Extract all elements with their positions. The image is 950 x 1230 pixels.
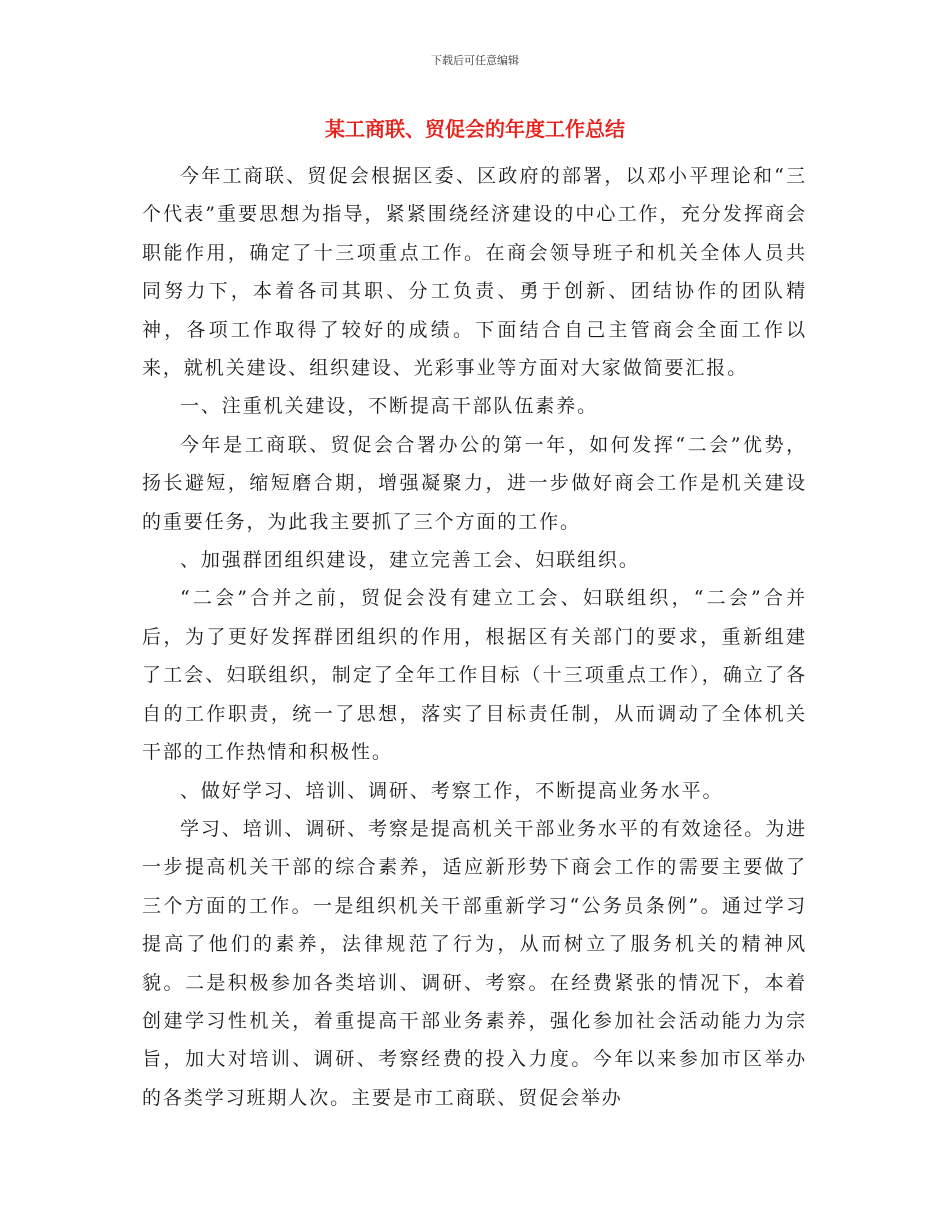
section-heading-1: 一、注重机关建设，不断提高干部队伍素养。 <box>180 395 599 418</box>
paragraph-intro: 今年工商联、贸促会根据区委、区政府的部署，以邓小平理论和“三个代表”重要思想为指导，紧紧围绕经济建设的中心工作，充分发挥商会职能作用，确定了十三项重点工作。在商会领导班子和机关全体人员共同努力下，本着各司其职、分工负责、勇于创新、团结协作的团队精神，各项工作取得了较好的成绩。下面结合自己主管商会全面工作以来，就机关建设、组织建设、光彩事业等方面对大家做简要汇报。 <box>142 165 807 380</box>
paragraph-group-organization: “二会”合并之前，贸促会没有建立工会、妇联组织，“二会”合并后，为了更好发挥群团组织的作用，根据区有关部门的要求，重新组建了工会、妇联组织，制定了全年工作目标（十三项重点工作），确立了各自的工作职责，统一了思想，落实了目标责任制，从而调动了全体机关干部的工作热情和积极性。 <box>142 587 807 764</box>
subheading-group-organization: 、加强群团组织建设，建立完善工会、妇联组织。 <box>180 549 640 572</box>
paragraph-training: 学习、培训、调研、考察是提高机关干部业务水平的有效途径。为进一步提高机关干部的综合素养，适应新形势下商会工作的需要主要做了三个方面的工作。一是组织机关干部重新学习“公务员条例”。通过学习提高了他们的素养，法律规范了行为，从而树立了服务机关的精神风貌。二是积极参加各类培训、调研、考察。在经费紧张的情况下，本着创建学习性机关，着重提高干部业务素养，强化参加社会活动能力为宗旨，加大对培训、调研、考察经费的投入力度。今年以来参加市区举办的各类学习班期人次。主要是市工商联、贸促会举办 <box>142 817 808 1109</box>
subheading-training: 、做好学习、培训、调研、考察工作，不断提高业务水平。 <box>180 779 724 802</box>
page-header-note: 下载后可任意编辑 <box>431 54 519 67</box>
document-body <box>142 157 807 1117</box>
paragraph-section-1: 今年是工商联、贸促会合署办公的第一年，如何发挥“二会”优势，扬长避短，缩短磨合期，增强凝聚力，进一步做好商会工作是机关建设的重要任务，为此我主要抓了三个方面的工作。 <box>142 433 807 533</box>
document-title: 某工商联、贸促会的年度工作总结 <box>325 117 625 141</box>
